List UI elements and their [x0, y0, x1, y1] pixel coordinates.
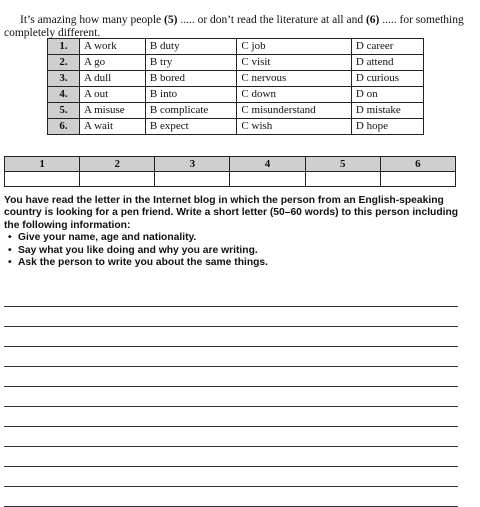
option-word: nervous [251, 72, 287, 84]
option-cell-a [80, 71, 146, 87]
option-cell-d [351, 119, 423, 135]
writing-line[interactable] [4, 387, 458, 407]
option-word: misunderstand [251, 104, 316, 116]
answer-header-cell: 5 [305, 157, 380, 172]
bullet-icon: • [8, 232, 12, 244]
option-cell-b [145, 71, 237, 87]
option-word: wish [251, 120, 273, 132]
option-letter: D [355, 120, 364, 132]
option-letter: D [355, 72, 364, 84]
writing-line[interactable] [4, 487, 458, 507]
option-cell-d [351, 39, 423, 55]
option-letter: C [241, 56, 249, 68]
answer-header-cell: 4 [230, 157, 305, 172]
answer-header-cell: 6 [380, 157, 455, 172]
option-word: into [160, 88, 178, 100]
answer-input-cell[interactable] [155, 172, 230, 187]
option-row-number: 2. [48, 55, 80, 71]
task-bullet-list [4, 232, 460, 269]
option-word: on [366, 88, 378, 100]
option-cell-b [145, 55, 237, 71]
option-row [48, 87, 424, 103]
option-row-number: 4. [48, 87, 80, 103]
option-cell-a [80, 39, 146, 55]
option-word: curious [366, 72, 399, 84]
task-bullet-item [8, 257, 460, 269]
writing-line[interactable] [4, 427, 458, 447]
option-word: dull [94, 72, 112, 84]
option-cell-c [237, 119, 351, 135]
option-cell-b [145, 87, 237, 103]
option-word: attend [366, 56, 394, 68]
writing-line[interactable] [4, 367, 458, 387]
option-row-number: 5. [48, 103, 80, 119]
option-word: out [94, 88, 109, 100]
gap-5-marker: (5) [164, 13, 178, 26]
option-letter: C [241, 88, 249, 100]
option-row [48, 119, 424, 135]
option-cell-c [237, 103, 351, 119]
option-cell-d [351, 71, 423, 87]
writing-line[interactable] [4, 327, 458, 347]
option-letter: C [241, 104, 249, 116]
task-bullet-item [8, 244, 460, 257]
task-bullet-item [8, 232, 460, 244]
option-letter: A [84, 40, 92, 52]
option-word: work [94, 40, 117, 52]
option-letter: B [149, 88, 158, 100]
option-letter: A [84, 120, 92, 132]
option-cell-c [237, 55, 351, 71]
option-row [48, 55, 424, 71]
option-word: career [366, 40, 394, 52]
task-bullet-text: Say what you like doing and why you are writing. [18, 244, 258, 256]
option-word: go [94, 56, 106, 68]
intro-text-end: ..... for something completely different. [4, 13, 464, 39]
option-cell-a [80, 103, 146, 119]
answer-input-cell[interactable] [380, 172, 455, 187]
option-word: down [251, 88, 276, 100]
option-cell-c [237, 87, 351, 103]
option-cell-c [237, 39, 351, 55]
writing-lines [4, 287, 458, 507]
option-letter: D [355, 56, 364, 68]
option-cell-b [145, 119, 237, 135]
option-row-number: 1. [48, 39, 80, 55]
writing-line[interactable] [4, 287, 458, 307]
task-bullet-text: Ask the person to write you about the same things. [18, 257, 269, 269]
option-word: misuse [94, 104, 125, 116]
bullet-icon: • [8, 257, 12, 269]
answer-header-cell: 1 [5, 157, 80, 172]
answer-header-cell: 3 [155, 157, 230, 172]
intro-text-start: It’s amazing how many people [20, 13, 165, 26]
bullet-icon: • [8, 244, 12, 256]
writing-line[interactable] [4, 467, 458, 487]
option-cell-d [351, 103, 423, 119]
option-word: mistake [366, 104, 401, 116]
answer-input-cell[interactable] [80, 172, 155, 187]
option-cell-b [145, 103, 237, 119]
option-letter: B [149, 104, 158, 116]
option-letter: D [355, 40, 364, 52]
option-letter: D [355, 104, 364, 116]
option-word: complicate [160, 104, 209, 116]
option-word: hope [366, 120, 388, 132]
intro-paragraph [4, 14, 474, 40]
writing-line[interactable] [4, 447, 458, 467]
option-letter: B [149, 40, 158, 52]
option-word: wait [94, 120, 114, 132]
option-cell-a [80, 119, 146, 135]
options-table [47, 38, 424, 135]
option-word: try [160, 56, 173, 68]
option-letter: C [241, 40, 249, 52]
option-letter: A [84, 104, 92, 116]
option-row-number: 6. [48, 119, 80, 135]
option-cell-d [351, 55, 423, 71]
writing-line[interactable] [4, 307, 458, 327]
writing-task [4, 195, 460, 269]
option-letter: B [149, 72, 158, 84]
gap-6-marker: (6) [365, 13, 380, 26]
answer-input-cell[interactable] [230, 172, 305, 187]
option-word: duty [160, 40, 180, 52]
option-letter: A [84, 56, 92, 68]
option-cell-a [80, 87, 146, 103]
option-cell-a [80, 55, 146, 71]
intro-text-middle: ..... or don’t read the literature at all and [177, 13, 366, 26]
option-letter: B [149, 120, 158, 132]
answer-input-cell[interactable] [305, 172, 380, 187]
option-letter: A [84, 72, 92, 84]
task-instructions: You have read the letter in the Internet blog in which the person from an English-speaking country is looking for a pen friend. Write a short letter (50–60 words) to this person including the following information: [4, 195, 459, 231]
option-row [48, 103, 424, 119]
option-row [48, 71, 424, 87]
option-row [48, 39, 424, 55]
option-cell-b [145, 39, 237, 55]
option-letter: C [241, 120, 249, 132]
option-cell-d [351, 87, 423, 103]
answer-header-cell: 2 [80, 157, 155, 172]
option-cell-c [237, 71, 351, 87]
writing-line[interactable] [4, 407, 458, 427]
answer-grid [4, 156, 456, 187]
option-letter: B [149, 56, 158, 68]
option-word: bored [160, 72, 186, 84]
option-letter: D [355, 88, 364, 100]
option-word: visit [251, 56, 271, 68]
option-letter: A [84, 88, 92, 100]
task-bullet-text: Give your name, age and nationality. [18, 232, 197, 244]
option-letter: C [241, 72, 249, 84]
answer-input-cell[interactable] [5, 172, 80, 187]
option-row-number: 3. [48, 71, 80, 87]
writing-line[interactable] [4, 347, 458, 367]
option-word: expect [160, 120, 189, 132]
option-word: job [251, 40, 266, 52]
